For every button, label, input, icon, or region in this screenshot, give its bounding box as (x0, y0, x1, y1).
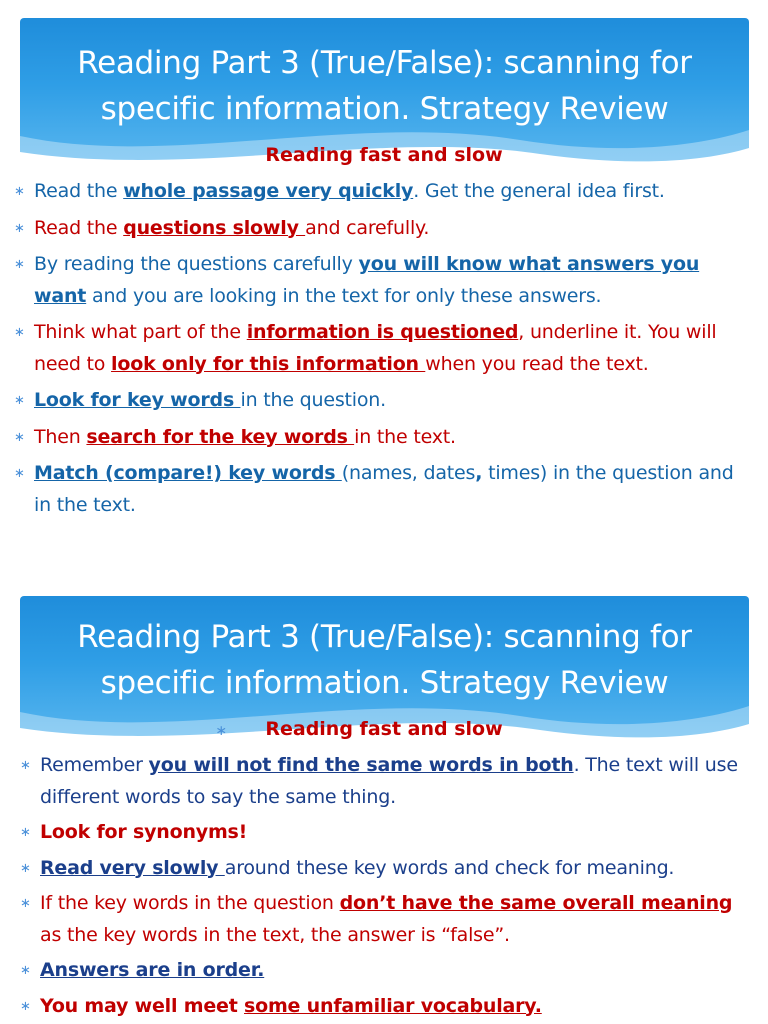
bullet-star-icon: ∗ (215, 723, 228, 739)
bullet-star-icon: ∗ (14, 393, 25, 408)
bullet-text-run: in the text. (354, 425, 456, 448)
bullet-item (20, 991, 755, 1023)
bullet-star-icon: ∗ (20, 896, 31, 911)
bullet-item (14, 385, 754, 417)
bullet-star-icon: ∗ (20, 860, 31, 876)
bullet-star-icon: ∗ (20, 963, 31, 978)
bullet-item (14, 458, 754, 521)
bullet-text-run: Read very slowly (40, 856, 225, 879)
bullet-star-icon: ∗ (20, 998, 31, 1014)
bullet-text-run: Look for synonyms! (40, 821, 248, 843)
bullet-text-run: Read the (34, 180, 124, 202)
bullet-item (14, 422, 754, 454)
bullet-text-run: whole passage very quickly (123, 180, 414, 202)
bullet-text-run: look only for this information (111, 352, 426, 375)
section-heading-text: Reading fast and slow (265, 718, 503, 740)
bullet-text-run: Think what part of the (34, 321, 247, 343)
bullet-text-run: Answers are in order. (40, 959, 265, 981)
slide-2 (0, 594, 768, 1024)
bullet-text-run: , (475, 462, 483, 484)
strategy-list (20, 750, 755, 1024)
bullet-star-icon: ∗ (14, 220, 25, 236)
bullet-item (14, 176, 754, 208)
bullet-item (14, 213, 754, 245)
bullet-text-run: times) in the question and in the text. (34, 462, 734, 516)
bullet-text-run: , underline it. You will need to (34, 321, 717, 375)
section-heading (0, 718, 768, 740)
bullet-item (20, 750, 755, 813)
bullet-text-run: and you are looking in the text for only these answers. (86, 284, 602, 307)
bullet-star-icon: ∗ (14, 184, 25, 199)
bullet-text-run: By reading the questions carefully (34, 253, 359, 275)
bullet-text-run: don’t have the same overall meaning (339, 892, 733, 914)
bullet-star-icon: ∗ (14, 325, 25, 340)
bullet-text-run: around these key words and check for meaning. (224, 856, 675, 879)
slide-title: Reading Part 3 (True/False): scanning for specific information. Strategy Review (77, 45, 692, 127)
bullet-item (14, 249, 754, 312)
bullet-star-icon: ∗ (14, 257, 25, 272)
strategy-list (14, 176, 754, 526)
bullet-text-run: when you read the text. (425, 352, 649, 375)
bullet-text-run: . The text will use different words to say the same thing. (40, 754, 738, 808)
bullet-item (20, 955, 755, 987)
bullet-text-run: Read the (34, 216, 124, 239)
bullet-text-run: as the key words in the text, the answer is “false”. (40, 923, 510, 946)
bullet-text-run: questions slowly (123, 216, 306, 239)
bullet-text-run: (names, dates (341, 462, 476, 484)
bullet-item (20, 817, 755, 849)
slide-title: Reading Part 3 (True/False): scanning for specific information. Strategy Review (77, 619, 692, 701)
bullet-text-run: You may well meet (40, 994, 244, 1017)
bullet-text-run: Match (compare!) key words (34, 462, 342, 484)
bullet-star-icon: ∗ (14, 429, 25, 445)
bullet-text-run: If the key words in the question (40, 892, 340, 914)
bullet-text-run: you will know what answers you want (34, 253, 700, 307)
bullet-text-run: Remember (40, 754, 149, 776)
bullet-text-run: in the question. (240, 389, 386, 411)
bullet-item (20, 853, 755, 885)
bullet-star-icon: ∗ (20, 825, 31, 840)
bullet-item (20, 888, 755, 951)
bullet-text-run: information is questioned (246, 321, 519, 343)
bullet-item (14, 317, 754, 380)
bullet-star-icon: ∗ (14, 466, 25, 481)
section-heading: Reading fast and slow (265, 144, 503, 166)
bullet-text-run: some unfamiliar vocabulary. (244, 994, 542, 1017)
bullet-text-run: search for the key words (86, 425, 355, 448)
bullet-text-run: and carefully. (305, 216, 430, 239)
bullet-text-run: . Get the general idea first. (413, 180, 665, 202)
bullet-text-run: Then (34, 425, 87, 448)
bullet-text-run: Look for key words (34, 389, 241, 411)
bullet-star-icon: ∗ (20, 758, 31, 773)
bullet-text-run: you will not find the same words in both (148, 754, 574, 776)
